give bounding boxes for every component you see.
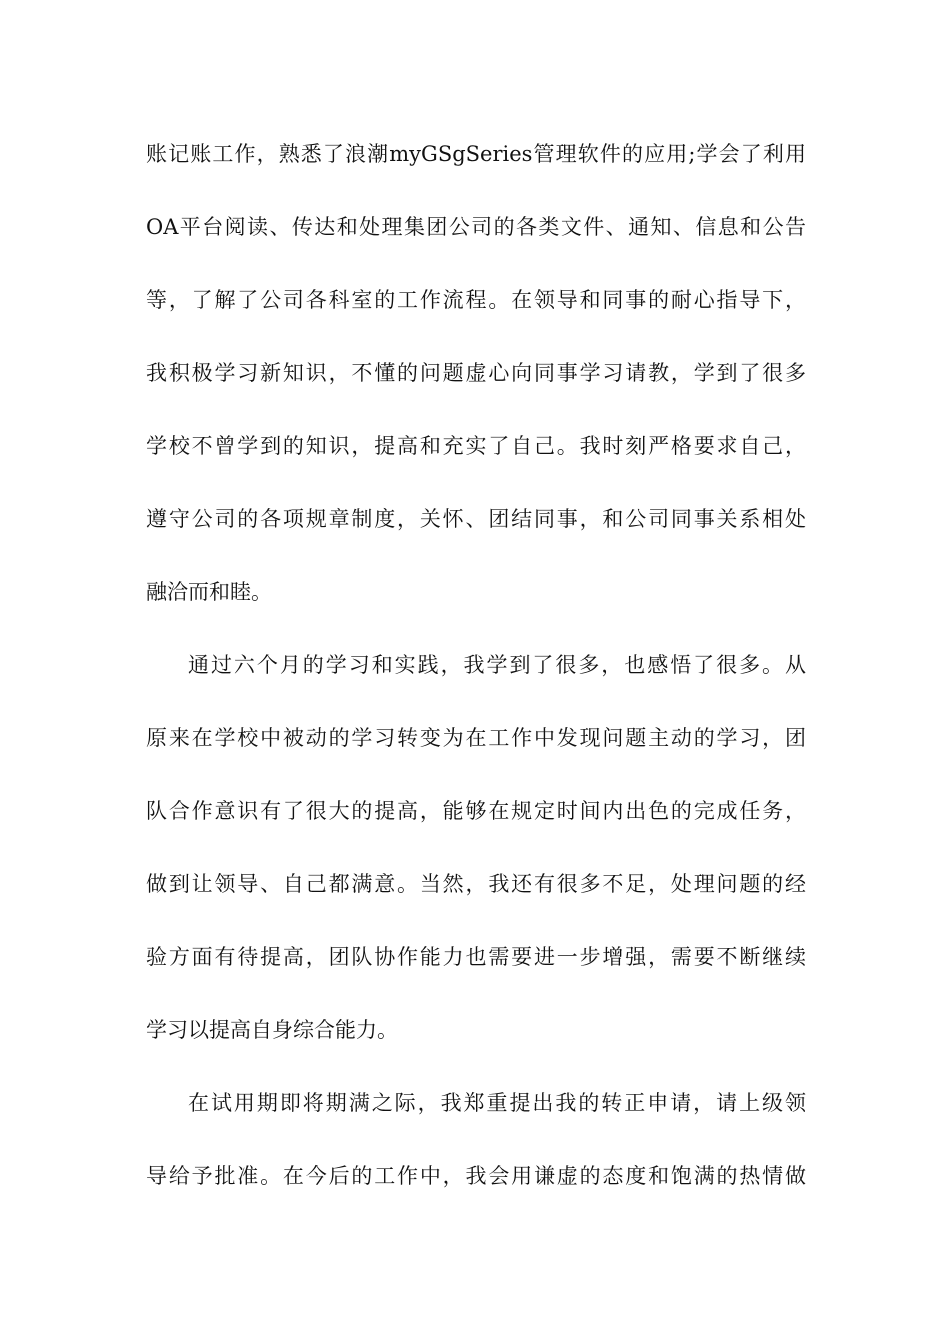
document-body [146,131,806,1226]
body-line: OA平台阅读、传达和处理集团公司的各类文件、通知、信息和公告 [146,215,806,239]
body-line: 融洽而和睦。 [146,580,272,604]
body-line: 学校不曾学到的知识，提高和充实了自己。我时刻严格要求自己， [146,434,806,458]
paragraph-first-line: 在试用期即将期满之际，我郑重提出我的转正申请，请上级领 [188,1091,806,1115]
body-line: 遵守公司的各项规章制度，关怀、团结同事，和公司同事关系相处 [146,507,806,531]
body-line: 账记账工作，熟悉了浪潮myGSgSeries管理软件的应用;学会了利用 [146,142,806,166]
body-line: 学习以提高自身综合能力。 [146,1018,398,1042]
body-line: 原来在学校中被动的学习转变为在工作中发现问题主动的学习，团 [146,726,806,750]
body-line: 队合作意识有了很大的提高，能够在规定时间内出色的完成任务， [146,799,806,823]
body-line: 验方面有待提高，团队协作能力也需要进一步增强，需要不断继续 [146,945,806,969]
body-line: 等，了解了公司各科室的工作流程。在领导和同事的耐心指导下， [146,288,806,312]
body-line: 我积极学习新知识，不懂的问题虚心向同事学习请教，学到了很多 [146,361,806,385]
paragraph-first-line: 通过六个月的学习和实践，我学到了很多，也感悟了很多。从 [188,653,806,677]
body-line: 做到让领导、自己都满意。当然，我还有很多不足，处理问题的经 [146,872,806,896]
body-line: 导给予批准。在今后的工作中，我会用谦虚的态度和饱满的热情做 [146,1164,806,1188]
